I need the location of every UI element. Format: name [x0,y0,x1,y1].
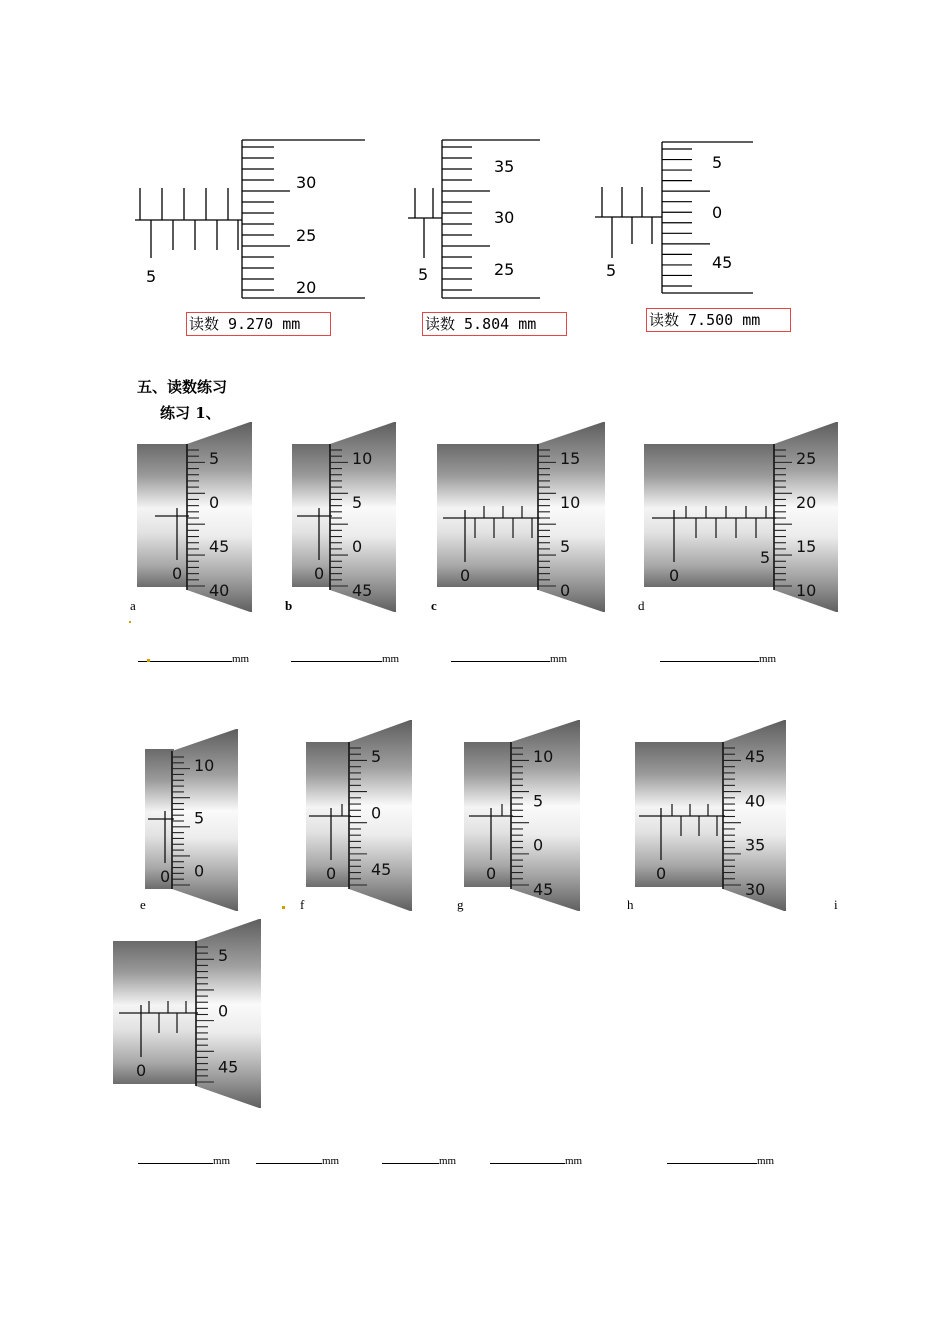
micrometer-d [644,422,840,612]
answer-e[interactable]: mm [138,1152,230,1167]
example-micrometer-2 [400,130,550,310]
thimble-label: 5 [209,449,220,468]
micrometer-b [292,422,398,612]
sleeve [437,444,540,587]
answer-h[interactable]: mm [490,1152,582,1167]
thimble-label: 45 [533,880,554,899]
thimble-label: 0 [209,493,220,512]
thimble-label: 15 [796,537,817,556]
label-c: c [431,598,437,613]
example-micrometer-1 [130,130,375,310]
thimble-label: 5 [194,808,205,828]
micrometer-c [437,422,607,612]
thimble-label: 45 [209,537,230,556]
micrometer-g [464,720,582,912]
thimble-label: 25 [796,449,817,468]
sleeve-label: 5 [418,265,429,284]
sleeve [635,742,725,887]
thimble-label: 10 [352,449,373,468]
label-e: e [140,897,146,912]
thimble-label: 5 [712,153,723,172]
thimble-label: 45 [712,253,733,272]
thimble-label: 10 [560,493,581,512]
thimble-label: 0 [712,203,723,222]
thimble-label: 40 [209,581,230,600]
thimble-label: 45 [745,747,766,766]
example-reading-1: 读数 9.270 mm [186,312,331,336]
thimble-label: 35 [494,157,515,176]
sleeve-label: 5 [146,267,157,286]
sleeve-label: 0 [314,564,325,583]
micrometer-i [113,919,263,1109]
answer-i[interactable]: mm [667,1152,774,1167]
thimble-label: 15 [560,449,581,468]
label-f: f [300,897,305,912]
thimble-label: 10 [533,747,554,766]
example-reading-3: 读数 7.500 mm [646,308,791,332]
sleeve-label: 0 [669,566,680,585]
thimble-label: 0 [560,581,571,600]
sleeve-label: 0 [326,864,337,883]
stray-dot [129,621,131,623]
label-d: d [638,598,645,613]
thimble-label: 20 [296,278,317,297]
thimble-label: 40 [745,791,766,811]
answer-d[interactable]: mm [660,650,776,665]
sleeve-label: 0 [460,566,471,585]
sleeve-label: 0 [486,864,497,883]
exercise-title: 练习 1、 [160,404,221,422]
thimble-label: 5 [560,537,571,556]
thimble-label: 45 [218,1057,239,1077]
thimble-label: 5 [371,747,382,766]
sleeve-label: 5 [760,548,771,567]
label-g: g [457,897,464,912]
answer-f[interactable]: mm [256,1152,339,1167]
sleeve-label: 0 [160,867,171,886]
stray-dot [147,659,150,662]
thimble-label: 0 [218,1001,229,1021]
section-title: 五、读数练习 [137,378,228,396]
thimble-label: 10 [194,756,215,775]
micrometer-f [306,720,414,912]
label-a: a [130,598,136,613]
micrometer-h [635,720,790,912]
sleeve-label: 0 [172,564,183,583]
thimble-label: 5 [218,946,229,965]
thimble-label: 10 [796,581,817,600]
answer-g[interactable]: mm [382,1152,456,1167]
sleeve-label: 0 [656,864,667,883]
sleeve-label: 5 [606,261,617,280]
answer-c[interactable]: mm [451,650,567,665]
thimble-label: 0 [194,861,205,881]
thimble-label: 0 [352,537,363,556]
label-h: h [627,897,634,912]
micrometer-a [137,422,255,612]
thimble-label: 0 [371,803,382,823]
label-b: b [285,598,293,613]
answer-b[interactable]: mm [291,650,399,665]
thimble-label: 45 [352,581,373,600]
thimble-label: 0 [533,835,544,855]
sleeve-label: 0 [136,1061,147,1080]
thimble-label: 35 [745,835,766,855]
label-i: i [834,897,838,912]
thimble-label: 45 [371,860,392,880]
micrometer-e [145,729,240,912]
thimble-label: 30 [296,173,317,192]
sleeve [644,444,776,587]
thimble-label: 30 [494,208,515,227]
example-micrometer-3 [590,130,765,305]
answer-a[interactable]: mm [138,650,249,665]
thimble-label: 5 [533,791,544,811]
thimble-label: 25 [296,226,317,245]
thimble-label: 5 [352,493,363,512]
thimble-label: 20 [796,493,817,512]
thimble-label: 30 [745,880,766,899]
example-reading-2: 读数 5.804 mm [422,312,567,336]
thimble-label: 25 [494,260,515,279]
stray-dot [282,906,285,909]
